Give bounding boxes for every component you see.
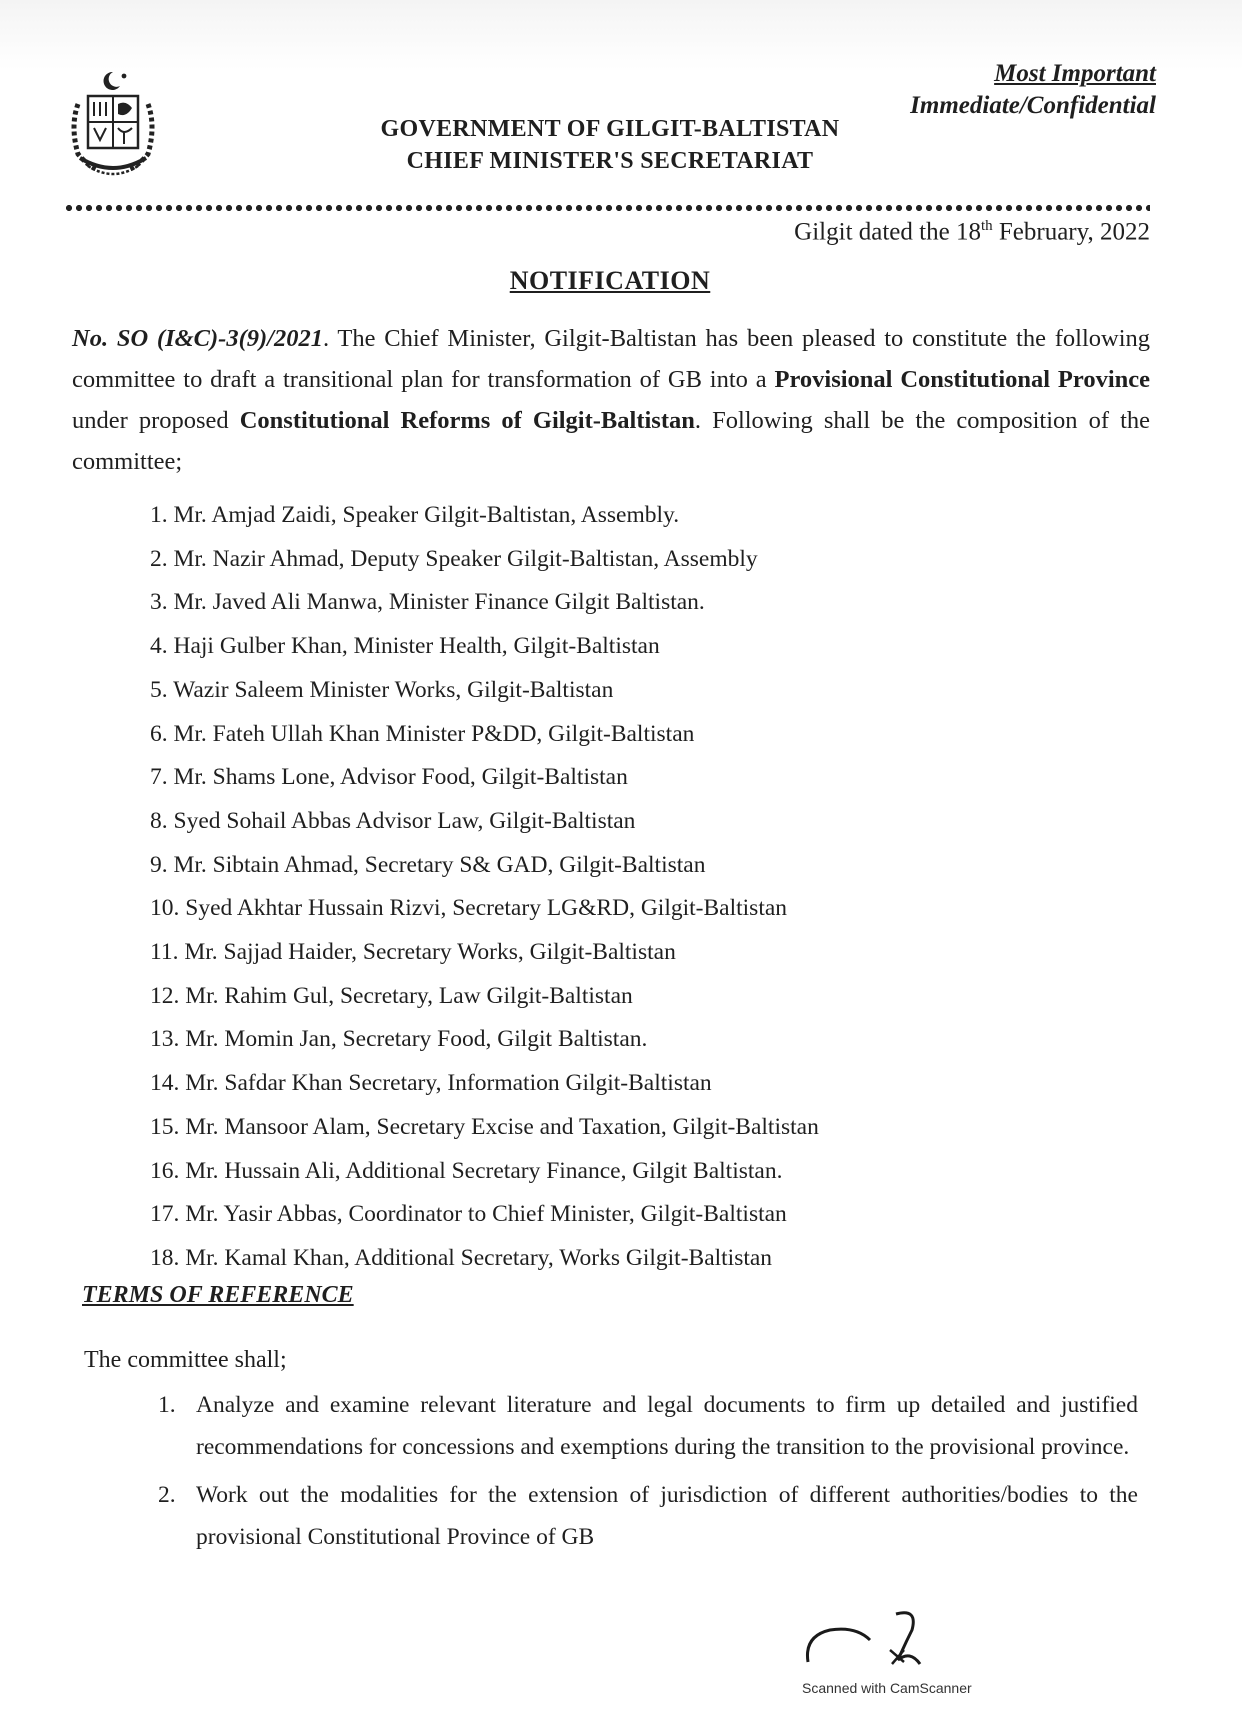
dotted-divider bbox=[64, 204, 1150, 212]
state-emblem-icon bbox=[58, 66, 168, 186]
priority-immediate-confidential: Immediate/Confidential bbox=[910, 92, 1156, 119]
member-item: 1. Mr. Amjad Zaidi, Speaker Gilgit-Baltistan, Assembly. bbox=[150, 502, 680, 528]
terms-item bbox=[158, 1384, 1138, 1468]
date-line bbox=[794, 218, 1150, 246]
notification-body bbox=[72, 318, 1150, 482]
member-item: 12. Mr. Rahim Gul, Secretary, Law Gilgit-Baltistan bbox=[150, 982, 633, 1009]
body-text-2: under proposed bbox=[72, 407, 240, 434]
member-item: 4. Haji Gulber Khan, Minister Health, Gilgit-Baltistan bbox=[150, 633, 660, 660]
priority-block bbox=[910, 58, 1156, 122]
organization-header bbox=[300, 113, 920, 177]
priority-most-important: Most Important bbox=[994, 60, 1156, 87]
org-government: GOVERNMENT OF GILGIT-BALTISTAN bbox=[380, 116, 840, 142]
terms-item-number: 2. bbox=[158, 1482, 176, 1508]
notification-title: NOTIFICATION bbox=[509, 266, 711, 295]
terms-item-number: 1. bbox=[158, 1392, 176, 1418]
member-item: 8. Syed Sohail Abbas Advisor Law, Gilgit-Baltistan bbox=[150, 807, 636, 834]
member-item: 11. Mr. Sajjad Haider, Secretary Works, Gilgit-Baltistan bbox=[150, 939, 676, 966]
member-item: 18. Mr. Kamal Khan, Additional Secretary, Works Gilgit-Baltistan bbox=[150, 1244, 773, 1271]
reference-number: No. SO (I&C)-3(9)/2021 bbox=[72, 325, 323, 352]
member-item: 16. Mr. Hussain Ali, Additional Secretary Finance, Gilgit Baltistan. bbox=[150, 1157, 783, 1184]
member-item: 5. Wazir Saleem Minister Works, Gilgit-Baltistan bbox=[150, 676, 614, 703]
signature-icon bbox=[800, 1600, 940, 1680]
date-ordinal: th bbox=[980, 218, 993, 234]
member-item: 6. Mr. Fateh Ullah Khan Minister P&DD, Gilgit-Baltistan bbox=[150, 720, 695, 747]
org-secretariat: CHIEF MINISTER'S SECRETARIAT bbox=[406, 148, 814, 174]
member-item: 9. Mr. Sibtain Ahmad, Secretary S& GAD, Gilgit-Baltistan bbox=[150, 851, 706, 878]
date-prefix: Gilgit dated the 18 bbox=[794, 218, 981, 246]
body-bold-province: Provisional Constitutional Province bbox=[774, 366, 1150, 393]
terms-intro: The committee shall; bbox=[84, 1347, 287, 1373]
terms-item-text: Work out the modalities for the extension of jurisdiction of different authorities/bodies to the provisional Constitutional Province of GB bbox=[196, 1482, 1138, 1550]
member-item: 2. Mr. Nazir Ahmad, Deputy Speaker Gilgit-Baltistan, Assembly bbox=[150, 545, 758, 572]
body-bold-reforms: Constitutional Reforms of Gilgit-Baltistan bbox=[239, 407, 695, 434]
terms-of-reference-heading: TERMS OF REFERENCE bbox=[82, 1282, 354, 1308]
date-suffix: February, 2022 bbox=[992, 218, 1150, 246]
scanner-watermark: Scanned with CamScanner bbox=[802, 1680, 972, 1696]
member-item: 3. Mr. Javed Ali Manwa, Minister Finance Gilgit Baltistan. bbox=[150, 589, 705, 616]
body-text-1: . The Chief Minister, Gilgit-Baltistan has been pleased to constitute the following committee to draft a transitional plan for transformation of GB into a bbox=[72, 325, 1151, 393]
terms-item bbox=[158, 1474, 1138, 1558]
member-item: 14. Mr. Safdar Khan Secretary, Information Gilgit-Baltistan bbox=[150, 1070, 712, 1097]
terms-list bbox=[158, 1384, 1138, 1564]
body-text-3: . Following shall be the composition of the committee; bbox=[72, 407, 1150, 475]
member-item: 10. Syed Akhtar Hussain Rizvi, Secretary LG&RD, Gilgit-Baltistan bbox=[150, 895, 788, 922]
member-item: 17. Mr. Yasir Abbas, Coordinator to Chief Minister, Gilgit-Baltistan bbox=[150, 1201, 787, 1228]
member-item: 13. Mr. Momin Jan, Secretary Food, Gilgit Baltistan. bbox=[150, 1026, 648, 1053]
member-item: 7. Mr. Shams Lone, Advisor Food, Gilgit-Baltistan bbox=[150, 764, 628, 791]
terms-item-text: Analyze and examine relevant literature and legal documents to firm up detailed and justified recommendations for concessions and exemptions during the transition to the provisional province. bbox=[196, 1392, 1138, 1460]
committee-members-list bbox=[150, 494, 819, 1281]
member-item: 15. Mr. Mansoor Alam, Secretary Excise and Taxation, Gilgit-Baltistan bbox=[150, 1113, 819, 1140]
